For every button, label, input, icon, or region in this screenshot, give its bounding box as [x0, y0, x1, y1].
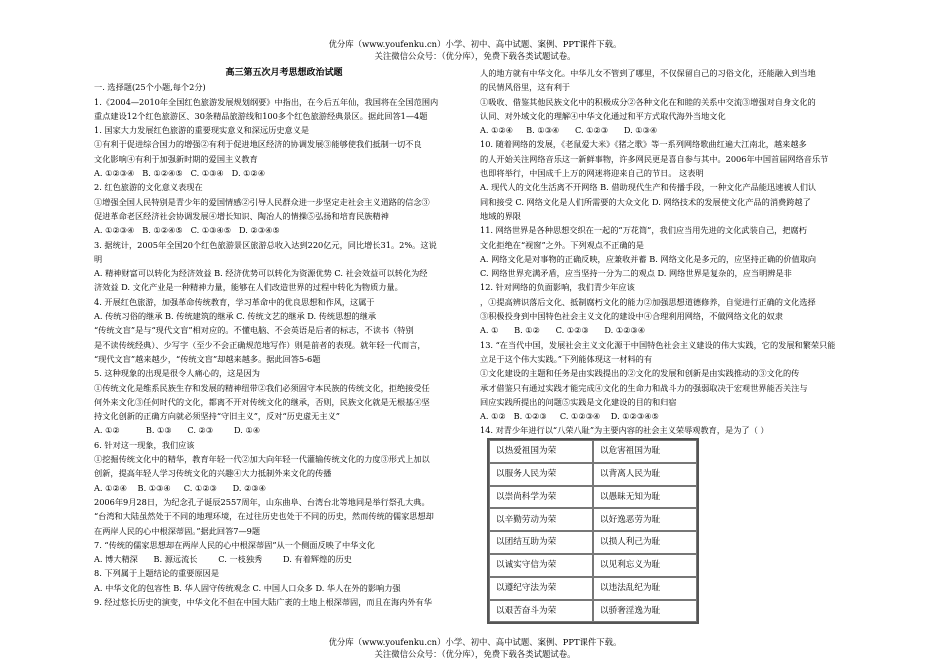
- honor-cell: 以热爱祖国为荣: [489, 440, 593, 463]
- text-line: 何外来文化③任何时代的文化，都离不开对传统文化的继承，否则，民族文化就是无根基④坚: [94, 396, 430, 407]
- text-line: A. 现代人的文化生活离不开网络 B. 借助现代生产和传播手段，一种文化产品能迅速被人们认: [480, 182, 817, 193]
- honor-cell: 以服务人民为荣: [489, 463, 593, 486]
- text-line: A. ①② B. ①③ C. ②③ D. ①④: [94, 425, 261, 436]
- right-column: [480, 66, 862, 438]
- text-line: 促进革命老区经济社会协调发展④增长知识、陶冶人的情操⑤弘扬和培育民族精神: [94, 210, 389, 221]
- honor-cell: 以诚实守信为荣: [489, 554, 593, 577]
- text-line: 9. 经过悠长历史的演变，中华文化不但在中国大陆广袤的土地上根深蒂固，而且在海内外有华: [94, 596, 432, 607]
- table-row: [489, 577, 697, 600]
- text-line: 1.《2004—2010年全国红色旅游发展规划纲要》中指出，在今后五年仙，我国将在全国范围内: [94, 96, 439, 107]
- text-line: 立足于这个伟大实践。”下列能体现这一材料的有: [480, 353, 653, 364]
- shame-cell: 以好逸恶劳为耻: [593, 508, 697, 531]
- text-line: 的民情风俗里，这有利于: [480, 82, 571, 93]
- text-line: A. 传统习俗的继承 B. 传统建筑的继承 C. 传统文艺的继承 D. 传统思想的继承: [94, 311, 377, 322]
- text-line: 7. “传统的儒家思想却在两岸人民的心中根深蒂固”从一个侧面反映了中华文化: [94, 539, 375, 550]
- text-line: A. ①②③④ B. ①②④⑤ C. ①③④⑤ D. ②③④⑤: [94, 225, 280, 236]
- text-line: 是不读传统经典）、少写字（至少不会正确规范地写作）则是前者的表现。就年轻一代而言，: [94, 339, 426, 350]
- left-question-text: [94, 80, 474, 609]
- text-line: 承才借鉴只有通过实践才能完成④文化的生命力和战斗力的强弱取决于宏观世界能否关注与: [480, 382, 808, 393]
- text-line: ，①提高辨识落后文化、抵制腐朽文化的能力②加强思想道德修养，自觉进行正确的文化选择: [480, 296, 816, 307]
- text-line: ①有利于促进综合国力的增强②有利于促进地区经济的协调发展③能够使我们抵制一切不良: [94, 139, 422, 150]
- shame-cell: 以背离人民为耻: [593, 463, 697, 486]
- text-line: 文化影响④有利于加强新时期的爱国主义教育: [94, 153, 258, 164]
- text-line: ①传统文化是维系民族生存和发展的精神纽带②我们必须固守本民族的传统文化，拒绝接受任: [94, 382, 430, 393]
- text-line: 13. “在当代中国，发展社会主义文化源于中国特色社会主义建设的伟大实践，它的发展和繁荣只能: [480, 339, 836, 350]
- header-line-1: 优分库（www.youfenku.cn）小学、初中、高中试题、案例、PPT课件下载。: [328, 39, 622, 49]
- honor-cell: 以团结互助为荣: [489, 531, 593, 554]
- exam-title: 高三第五次月考思想政治试题: [225, 68, 343, 78]
- text-line: 2006年9月28日，为纪念孔子诞辰2557周年，山东曲阜、台湾台北等地同是举行祭孔大典。: [94, 496, 430, 507]
- text-line: 11. 网络世界是各种思想交织在一起的“万花筒”，我们应当用先进的文化武装自己，把腐朽: [480, 225, 807, 236]
- honor-cell: 以辛勤劳动为荣: [489, 508, 593, 531]
- text-line: A. ① B. ①② C. ①②③ D. ①②③④: [480, 325, 646, 336]
- shame-cell: 以见利忘义为耻: [593, 554, 697, 577]
- honor-cell: 以崇尚科学为荣: [489, 486, 593, 509]
- text-line: ①文化建设的主题和任务是由实践提出的②文化的发展和创新是由实践推动的③文化的传: [480, 368, 800, 379]
- right-question-text: [480, 66, 862, 438]
- text-line: 认同、对外域文化的理解④中华文化通过和平方式取代海外当地文化: [480, 110, 726, 121]
- text-line: A. ①②④ B. ①③④ C. ①②③ D. ②③④: [94, 482, 267, 493]
- table-row: [489, 463, 697, 486]
- text-line: 的人开始关注网络音乐这一新鲜事物，许多网民更是喜自参与其中。2006年中国首届网络音乐节: [480, 153, 829, 164]
- text-line: A. ①② B. ①②③ C. ①②③④ D. ①②③④⑤: [480, 411, 659, 422]
- shame-cell: 以骄奢淫逸为耻: [593, 600, 697, 623]
- eight-honors-eight-shames-table: [487, 438, 699, 624]
- text-line: 6. 针对这一现象，我们应该: [94, 439, 195, 450]
- text-line: ①挖掘传统文化中的精华，教育年轻一代②加大向年轻一代灌输传统文化的力度③形式上加以: [94, 454, 430, 465]
- footer-line-2: 关注微信公众号：（优分库），免费下载各类试题试卷。: [374, 649, 576, 659]
- text-line: C. 网络世界充满矛盾，应当坚持一分为二的观点 D. 网络世界是复杂的，应当明辨是非: [480, 268, 792, 279]
- text-line: 同和接受 C. 网络文化是人们所需要的大众文化 D. 网络技术的发展使文化产品的消费跨越了: [480, 196, 811, 207]
- text-line: 2. 红色旅游的文化意义表现在: [94, 182, 203, 193]
- text-line: 在两岸人民的心中根深蒂固。”据此回答7—9题: [94, 525, 261, 536]
- text-line: “台湾和大陆虽然处于不同的地理环境，在过往历史也处于不同的历史，然而传统的儒家思想却: [94, 511, 434, 522]
- text-line: A. 精神财富可以转化为经济效益 B. 经济优势可以转化为资源优势 C. 社会效益可以转化为经: [94, 268, 428, 279]
- text-line: 回应实践所提出的问题⑤实践是文化建设的目的和归宿: [480, 396, 677, 407]
- shame-cell: 以违法乱纪为耻: [593, 577, 697, 600]
- text-line: A. 网络文化是对事物的正确反映，应兼收并蓄 B. 网络文化是多元的，应坚持正确的价值取向: [480, 253, 817, 264]
- left-column: [94, 66, 474, 609]
- table-row: [489, 440, 697, 463]
- text-line: ③积极投身到中国特色社会主义文化的建设中④合理利用网络，不做网络文化的奴隶: [480, 311, 783, 322]
- text-line: 创新，提高年轻人学习传统文化的兴趣④大力抵制外来文化的传播: [94, 468, 332, 479]
- table-row: [489, 554, 697, 577]
- text-line: 重点建设12个红色旅游区、30条精品旅游线和100多个红色旅游经典景区。据此回答1—4题: [94, 110, 428, 121]
- page-footer: [0, 636, 950, 660]
- text-line: A. ①②③④ B. ①②④⑤ C. ①③④ D. ①②④: [94, 168, 266, 179]
- text-line: 1. 国家大力发展红色旅游的重要现实意义和深远历史意义是: [94, 125, 310, 136]
- text-line: ①增强全国人民特别是青少年的爱国情感②引导人民群众进一步坚定走社会主义道路的信念③: [94, 196, 430, 207]
- text-line: 8. 下列属于上题结论的重要原因是: [94, 568, 220, 579]
- text-line: A. 中华文化的包容性 B. 华人固守传统观念 C. 中国人口众多 D. 华人在外的影响力强: [94, 582, 401, 593]
- text-line: A. 博大精深 B. 源远流长 C. 一枝独秀 D. 有着辉煌的历史: [94, 554, 352, 565]
- text-line: 济效益 D. 文化产业是一种精神力量，能够在人们改造世界的过程中转化为物质力量。: [94, 282, 403, 293]
- text-line: 明: [94, 253, 103, 264]
- text-line: 一. 选择题(25个小题,每个2分): [94, 82, 206, 93]
- honor-cell: 以艰苦奋斗为荣: [489, 600, 593, 623]
- text-line: 地域的界限: [480, 210, 521, 221]
- table-row: [489, 600, 697, 623]
- text-line: 14. 对青少年进行以“八荣八耻”为主要内容的社会主义荣辱观教育，是为了（ ）: [480, 425, 769, 436]
- header-line-2: 关注微信公众号：（优分库），免费下载各类试题试卷。: [374, 51, 576, 61]
- table-row: [489, 486, 697, 509]
- text-line: 5. 这种现象的出现是很令人痛心的，这是因为: [94, 368, 260, 379]
- table-row: [489, 508, 697, 531]
- text-line: 4. 开展红色旅游，加强革命传统教育，学习革命中的优良思想和作风，这属于: [94, 296, 375, 307]
- text-line: 文化拒绝在“视窗”之外。下列观点不正确的是: [480, 239, 644, 250]
- text-line: 人的地方就有中华文化。中华儿女不管到了哪里，不仅保留自己的习俗文化，还能融入到当地: [480, 68, 816, 78]
- text-line: “现代文盲”越来越少，“传统文盲”却越来越多。据此回答5-6题: [94, 353, 321, 364]
- honor-cell: 以遵纪守法为荣: [489, 577, 593, 600]
- text-line: 12. 针对网络的负面影响，我们青少年应该: [480, 282, 635, 293]
- page-header: [0, 38, 950, 62]
- text-line: 3. 据统计，2005年全国20个红色旅游景区旅游总收入达到220亿元，同比增长31。2%。这说: [94, 239, 437, 250]
- footer-line-1: 优分库（www.youfenku.cn）小学、初中、高中试题、案例、PPT课件下载。: [328, 637, 622, 647]
- table-row: [489, 531, 697, 554]
- text-line: 10. 随着网络的发展，《老鼠爱大米》《猪之歌》等一系列网络歌曲红遍大江南北，越来越多: [480, 139, 807, 150]
- text-line: ①吸收、借鉴其他民族文化中的积极成分②各种文化在和睦的关系中交流③增强对自身文化的: [480, 96, 816, 107]
- text-line: 持文化创新的正确方向就必须坚持“守旧主义”，反对“历史虚无主义”: [94, 411, 340, 422]
- text-line: A. ①②④ B. ①③④ C. ①②③ D. ①③④: [480, 125, 658, 136]
- shame-cell: 以愚昧无知为耻: [593, 486, 697, 509]
- text-line: 也即将举行，中国成千上万的网迷将迎来自己的节日。 这表明: [480, 168, 704, 179]
- shame-cell: 以危害祖国为耻: [593, 440, 697, 463]
- text-line: “传统文盲”是与“现代文盲”相对应的。不懂电脑、不会英语是后者的标志，不读书（特别: [94, 325, 414, 336]
- shame-cell: 以损人利己为耻: [593, 531, 697, 554]
